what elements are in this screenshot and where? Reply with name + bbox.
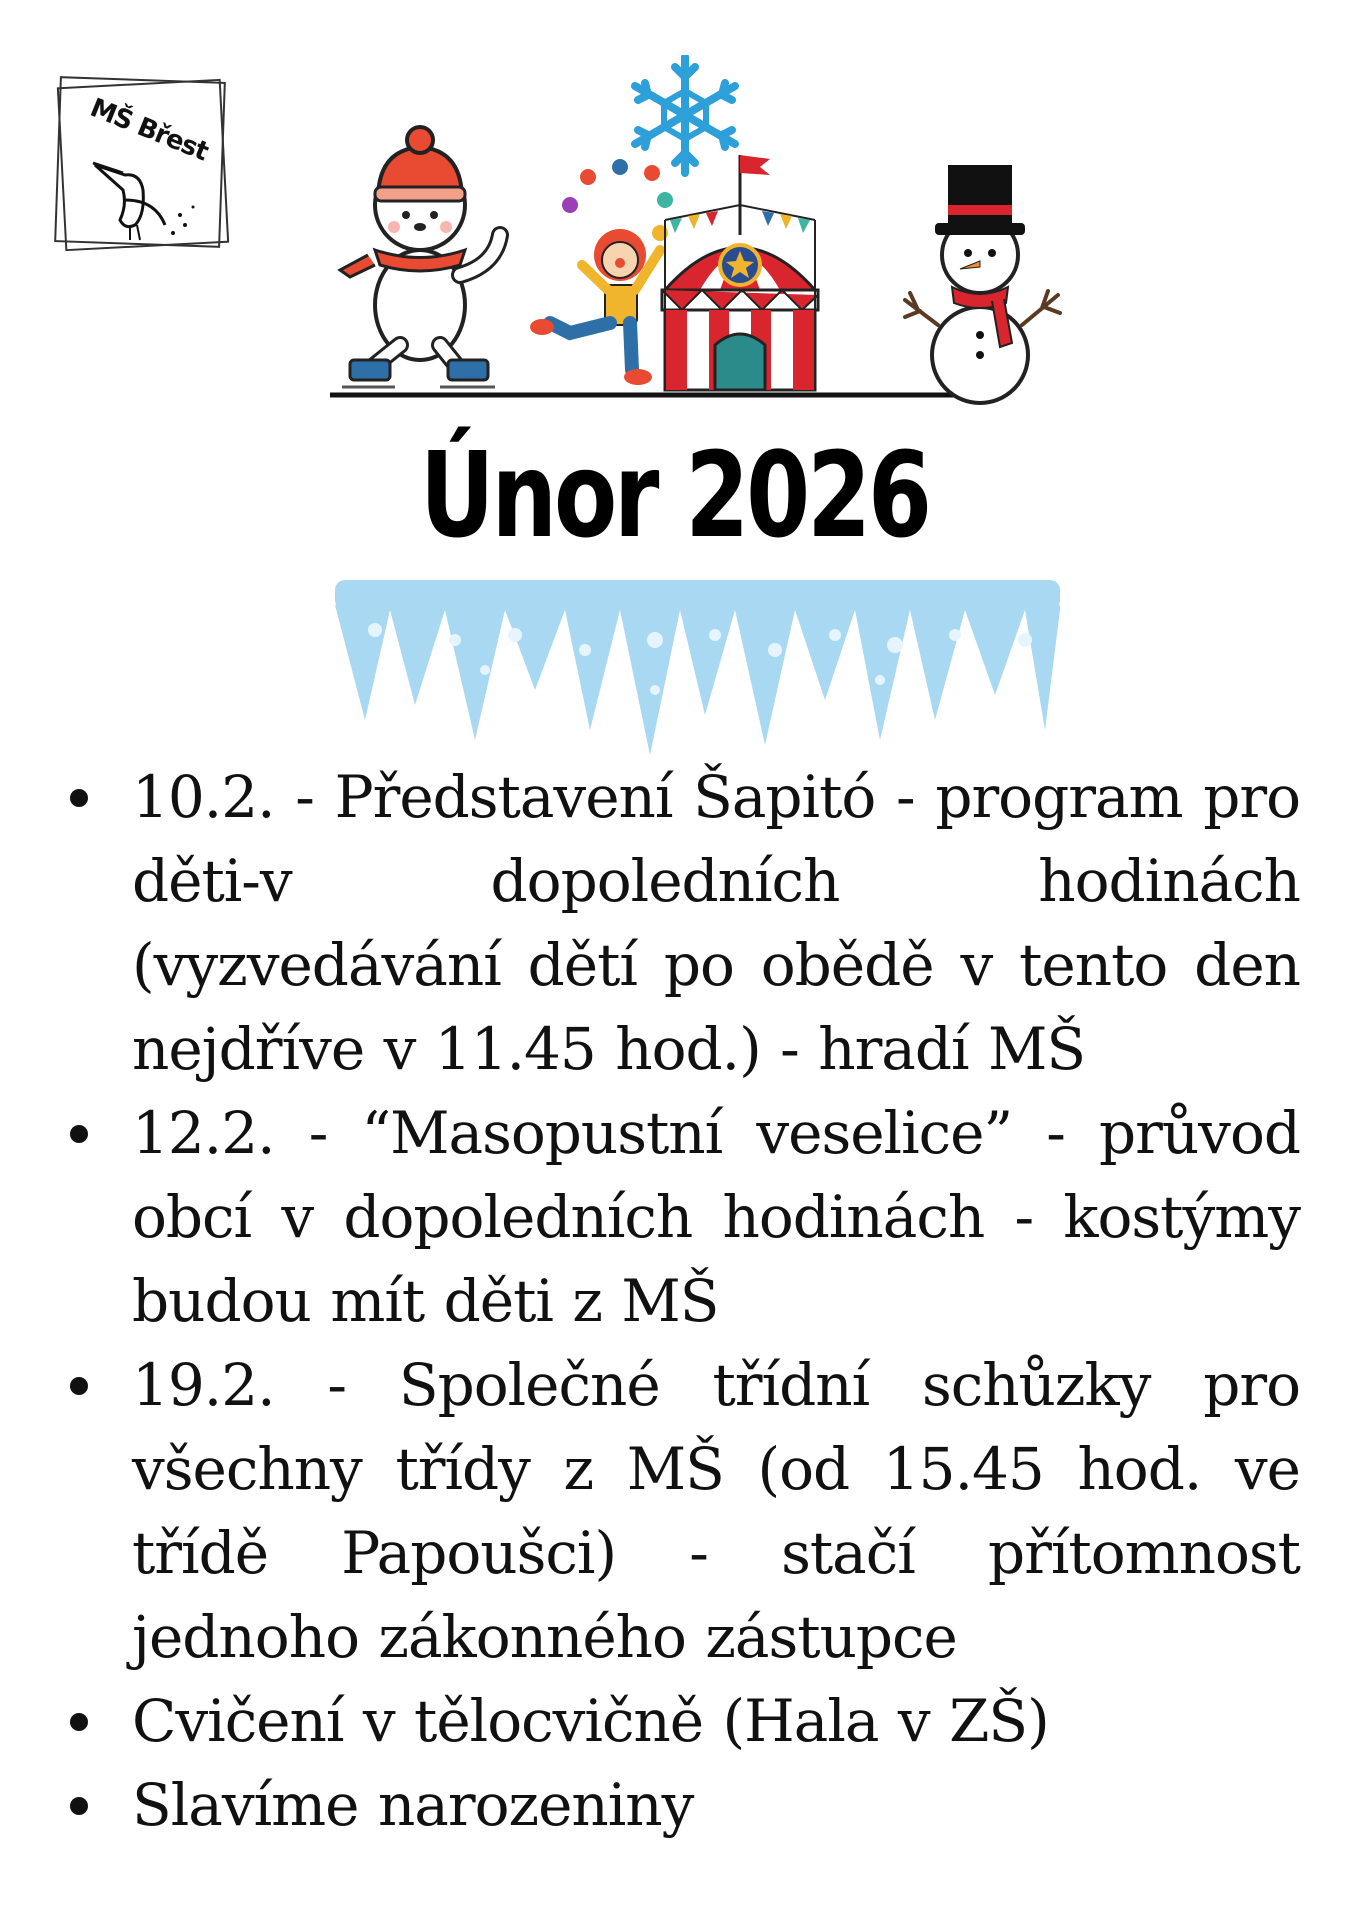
juggling-balls xyxy=(562,159,673,241)
snowflake-icon xyxy=(635,57,735,173)
event-text: 12.2. - “Masopustní veselice” - průvod obcí v dopoledních hodinách - kostýmy budou mít děti z MŠ xyxy=(132,1099,1300,1335)
bullet-icon xyxy=(70,1125,88,1143)
winter-circus-illustration xyxy=(320,55,1080,405)
icicles-decoration xyxy=(335,580,1060,765)
event-text: 19.2. - Společné třídní schůzky pro všechny třídy z MŠ (od 15.45 hod. ve třídě Papoušci) - stačí přítomnost jednoho zákonného zástupce xyxy=(132,1351,1300,1671)
event-text: Cvičení v tělocvičně (Hala v ZŠ) xyxy=(132,1687,1049,1755)
snowman-icon xyxy=(905,165,1060,403)
event-list xyxy=(70,755,1300,1847)
stork-logo-icon xyxy=(85,145,205,245)
event-item xyxy=(70,1679,1300,1763)
event-item xyxy=(70,1091,1300,1343)
logo-text: MŠ Břest xyxy=(85,92,212,168)
bullet-icon xyxy=(70,1377,88,1395)
event-text: 10.2. - Představení Šapitó - program pro děti-v dopoledních hodinách (vyzvedávání dětí po obědě v tento den nejdříve v 11.45 hod.) - hradí MŠ xyxy=(132,763,1300,1083)
event-item xyxy=(70,1763,1300,1847)
event-item xyxy=(70,1343,1300,1679)
bullet-icon xyxy=(70,1713,88,1731)
bullet-icon xyxy=(70,789,88,807)
clown-juggling-icon xyxy=(530,229,660,385)
polar-bear-skating-icon xyxy=(340,127,500,387)
circus-tent-icon xyxy=(662,155,818,390)
page-title: Únor 2026 xyxy=(419,426,929,564)
event-item xyxy=(70,755,1300,1091)
school-logo xyxy=(55,75,235,255)
event-text: Slavíme narozeniny xyxy=(132,1771,694,1839)
bullet-icon xyxy=(70,1797,88,1815)
